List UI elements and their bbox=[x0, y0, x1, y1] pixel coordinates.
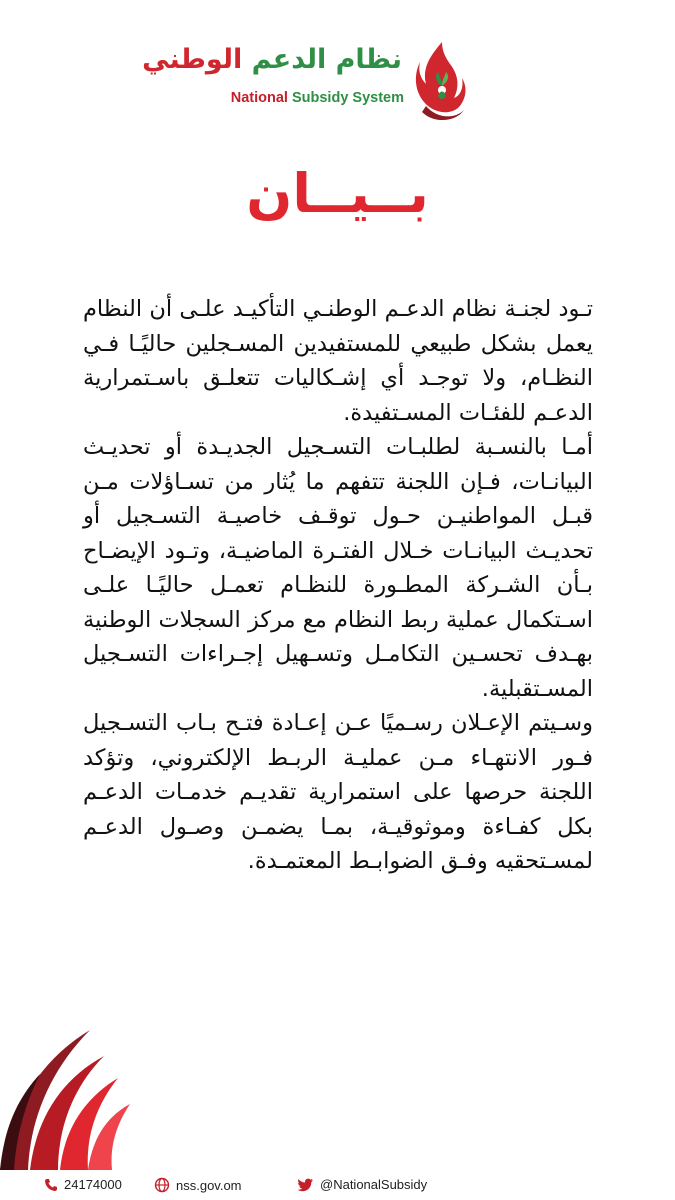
footer-twitter bbox=[298, 1177, 427, 1192]
logo-english-part2: Subsidy System bbox=[291, 90, 404, 106]
logo bbox=[142, 36, 480, 126]
footer bbox=[0, 1172, 675, 1200]
website-link[interactable]: nss.gov.om bbox=[176, 1177, 242, 1193]
flame-logo-icon bbox=[412, 38, 470, 124]
page-title: بــيــان bbox=[246, 162, 429, 225]
paragraph-2: أمـا بالنسـبة لطلبـات التسـجيل الجديـدة أو تحديـث البيانـات، فـإن اللجنة تتفهم ما يُثار من تسـاؤلات مـن قبـل المواطنيـن حـول توقـف خاصيـة التسـجيل أو تحديـث البيانـات خـلال الفتـرة الماضيـة، وتـود الإيضـاح بـأن الشـركة المطـورة للنظـام تعمـل حاليًـا علـى اسـتكمال عملية ربط النظام مع مركز السجلات الوطنية بهـدف تحسـين التكامـل وتسـهيل إجـراءات التسـجيل المسـتقبلية. bbox=[83, 434, 593, 702]
footer-phone bbox=[44, 1177, 122, 1192]
globe-icon bbox=[154, 1177, 170, 1193]
paragraph-3: وسـيتم الإعـلان رسـميًا عـن إعـادة فتـح بـاب التسـجيل فـور الانتهـاء مـن عمليـة الربـط الإلكتروني، وتؤكد اللجنة حرصها على استمرارية تقديـم خدمـات الدعـم بكل كفـاءة وموثوقيـة، بمـا يضمـن وصـول الدعـم لمسـتحقيه وفـق الضوابـط المعتمـدة. bbox=[83, 710, 593, 874]
twitter-icon bbox=[298, 1178, 314, 1192]
twitter-handle[interactable]: @NationalSubsidy bbox=[320, 1177, 428, 1192]
logo-english-part1: National bbox=[230, 90, 288, 106]
phone-number: 24174000 bbox=[64, 1177, 122, 1192]
footer-website bbox=[154, 1177, 242, 1193]
logo-arabic-part1: نظام الدعم bbox=[251, 44, 402, 75]
logo-arabic-text bbox=[142, 44, 402, 75]
phone-icon bbox=[44, 1178, 58, 1192]
statement-body bbox=[83, 292, 593, 879]
decorative-swoosh bbox=[0, 1020, 140, 1170]
logo-english-text bbox=[231, 90, 404, 106]
paragraph-1: تـود لجنـة نظام الدعـم الوطنـي التأكيـد علـى أن النظام يعمل بشكل طبيعي للمستفيدين المسـجلين حاليًـا فـي النظـام، ولا توجـد أي إشـكاليات تتعلـق باسـتمرارية الدعـم للفئـات المسـتفيدة. bbox=[83, 296, 593, 426]
logo-arabic-part2: الوطني bbox=[142, 44, 243, 75]
